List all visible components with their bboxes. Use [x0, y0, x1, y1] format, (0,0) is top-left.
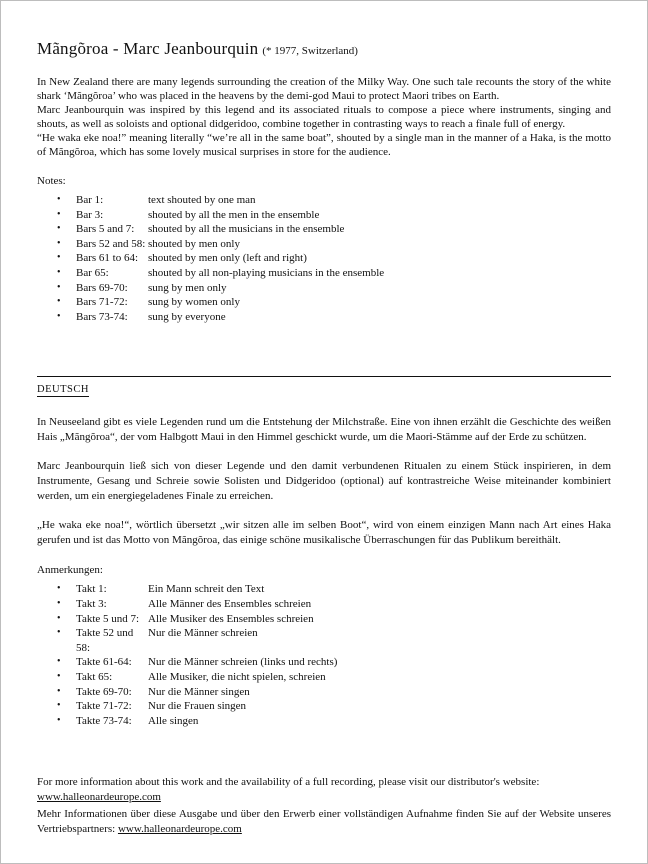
note-label: Takte 52 und 58:: [76, 627, 134, 654]
bullet-icon: •: [57, 296, 61, 308]
list-item: [37, 685, 611, 700]
note-label: Bar 3:: [76, 208, 104, 221]
composer-birth-info: (* 1977, Switzerland): [262, 45, 358, 57]
bullet-icon: •: [57, 266, 61, 278]
list-item: [37, 281, 611, 296]
english-paragraph-2: Marc Jeanbourquin was inspired by this legend and its associated rituals to compose a piece where instruments, singing and shouts, as well as soloists and optional didgeridoo, combine together in contrasting ways to reach a finale full of energy.: [37, 104, 611, 130]
bullet-icon: •: [57, 714, 61, 726]
bullet-icon: •: [57, 310, 61, 322]
list-item: [37, 266, 611, 281]
footer-de-sentence: Mehr Informationen über diese Ausgabe und über den Erwerb einer vollständigen Aufnahme finden Sie auf der Website unseres Vertriebspartners:: [37, 808, 611, 835]
note-text: shouted by all the musicians in the ensemble: [148, 223, 345, 236]
note-label: Takte 71-72:: [76, 700, 132, 713]
note-label: Bars 5 and 7:: [76, 223, 135, 236]
german-paragraph-3: „He waka eke noa!“, wörtlich übersetzt „wir sitzen alle im selben Boot“, wird von einem einzigen Mann nach Art eines Haka gerufen und ist das Motto von Mãngõroa, das einige schöne musikalische Überraschungen für das Publikum bereithält.: [37, 519, 611, 547]
work-title: Mãngõroa - Marc Jeanbourquin: [37, 39, 259, 58]
note-label: Bars 69-70:: [76, 281, 128, 294]
note-label: Bar 1:: [76, 194, 104, 206]
bullet-icon: •: [57, 670, 61, 682]
english-paragraph-1: In New Zealand there are many legends surrounding the creation of the Milky Way. One such tale recounts the story of the white shark ‘Mãngõroa’ who was placed in the heavens by the demi-god Maui to protect Maori tribes on Earth.: [37, 76, 611, 102]
bullet-icon: •: [57, 194, 61, 205]
note-text: Nur die Männer schreien: [148, 627, 258, 640]
notes-heading-en: Notes:: [37, 175, 66, 187]
notes-heading-de: Anmerkungen:: [37, 564, 103, 577]
bullet-icon: •: [57, 612, 61, 624]
bullet-icon: •: [57, 237, 61, 249]
note-label: Takt 3:: [76, 597, 107, 610]
list-item: [37, 222, 611, 237]
bullet-icon: •: [57, 223, 61, 235]
note-text: Ein Mann schreit den Text: [148, 583, 265, 596]
german-section: [37, 415, 611, 728]
list-item: [37, 582, 611, 597]
list-item: [37, 237, 611, 252]
note-label: Bars 52 and 58:: [76, 237, 146, 250]
note-text: Alle Musiker des Ensembles schreien: [148, 612, 314, 625]
list-item: [37, 597, 611, 612]
list-item: [37, 208, 611, 223]
footer-en-sentence: For more information about this work and the availability of a full recording, please visit our distributor's website:: [37, 776, 540, 788]
bullet-icon: •: [57, 281, 61, 293]
list-item: [37, 295, 611, 310]
note-text: sung by everyone: [148, 310, 226, 323]
bullet-icon: •: [57, 583, 61, 595]
note-label: Takte 5 und 7:: [76, 612, 140, 625]
list-item: [37, 699, 611, 714]
list-item: [37, 612, 611, 627]
bullet-icon: •: [57, 685, 61, 697]
bullet-icon: •: [57, 252, 61, 264]
note-text: Alle singen: [148, 714, 199, 727]
list-item: [37, 193, 611, 208]
note-text: shouted by men only (left and right): [148, 252, 307, 265]
note-label: Bars 73-74:: [76, 310, 128, 323]
note-text: Nur die Frauen singen: [148, 700, 247, 713]
note-text: Alle Männer des Ensembles schreien: [148, 597, 312, 610]
note-label: Bar 65:: [76, 266, 109, 279]
note-text: shouted by all the men in the ensemble: [148, 208, 320, 221]
note-text: Nur die Männer schreien (links und rechts): [148, 656, 338, 669]
note-text: Alle Musiker, die nicht spielen, schreien: [148, 670, 326, 683]
footer-text-de: [37, 807, 611, 837]
note-label: Takte 69-70:: [76, 685, 132, 698]
bullet-icon: •: [57, 627, 61, 639]
note-label: Takt 65:: [76, 670, 113, 683]
footer: [37, 775, 611, 837]
note-text: shouted by men only: [148, 237, 240, 250]
section-divider: [37, 376, 611, 397]
bullet-icon: •: [57, 597, 61, 609]
note-text: text shouted by one man: [148, 194, 256, 206]
page-title: [37, 39, 611, 59]
note-text: sung by women only: [148, 296, 240, 309]
note-text: sung by men only: [148, 281, 227, 294]
note-label: Takt 1:: [76, 583, 107, 596]
list-item: [37, 251, 611, 266]
list-item: [37, 626, 611, 655]
english-paragraph-3: “He waka eke noa!” meaning literally “we’re all in the same boat”, shouted by a single man in the manner of a Haka, is the motto of Mãngõroa, which has some lovely musical surprises in store for the audience.: [37, 132, 611, 158]
bullet-icon: •: [57, 656, 61, 668]
list-item: [37, 655, 611, 670]
notes-list-de: [37, 582, 611, 728]
note-label: Takte 61-64:: [76, 656, 132, 669]
distributor-link-en[interactable]: www.halleonardeurope.com: [37, 791, 161, 803]
note-label: Bars 71-72:: [76, 296, 128, 309]
note-text: Nur die Männer singen: [148, 685, 250, 698]
bullet-icon: •: [57, 208, 61, 220]
section-label-deutsch: DEUTSCH: [37, 384, 89, 396]
list-item: [37, 670, 611, 685]
note-text: shouted by all non-playing musicians in the ensemble: [148, 266, 385, 279]
distributor-link-de[interactable]: www.halleonardeurope.com: [117, 823, 242, 835]
bullet-icon: •: [57, 700, 61, 712]
list-item: [37, 714, 611, 729]
german-paragraph-2: Marc Jeanbourquin ließ sich von dieser Legende und den damit verbundenen Ritualen zu einem Stück inspirieren, in dem Instrumente, Gesang und Schreie sowie Solisten und Didgeridoo (optional) auf kontrastreiche Weise miteinander kombiniert werden, um ein energiegeladenes Finale zu erreichen.: [37, 460, 611, 503]
notes-list-en: [37, 193, 611, 324]
note-label: Bars 61 to 64:: [76, 252, 139, 265]
list-item: [37, 310, 611, 325]
footer-text-en: [37, 775, 611, 805]
note-label: Takte 73-74:: [76, 714, 132, 727]
german-paragraph-1: In Neuseeland gibt es viele Legenden rund um die Entstehung der Milchstraße. Eine von ihnen erzählt die Geschichte des weißen Hais „Mãngõroa“, der vom Halbgott Maui in den Himmel geschickt wurde, um die Maori-Stämme auf der Erde zu schützen.: [37, 416, 611, 444]
